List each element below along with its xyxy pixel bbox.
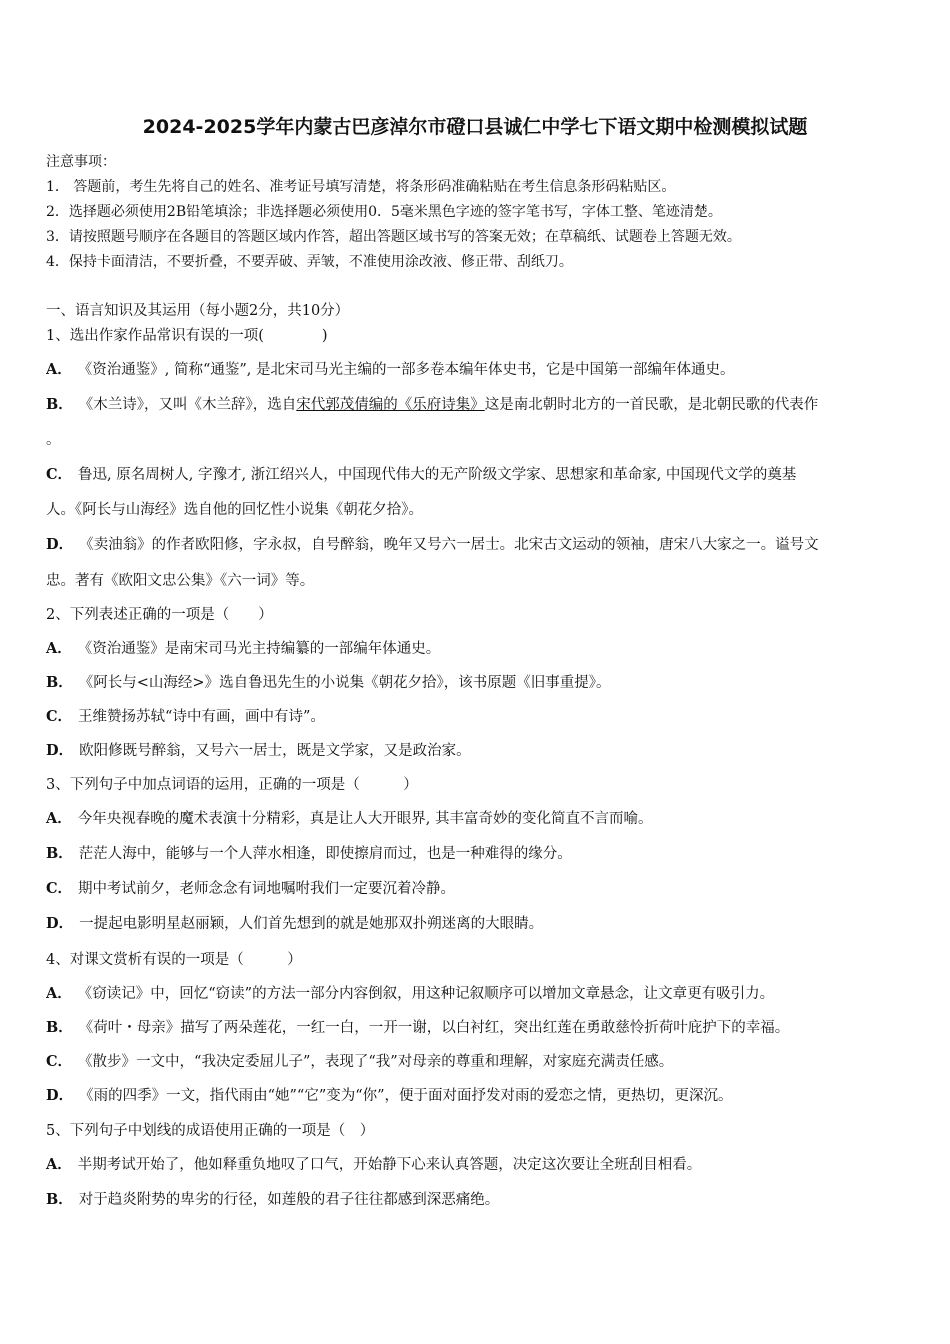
option-text: 《阿长与<山海经>》选自鲁迅先生的小说集《朝花夕拾》，该书原题《旧事重提》。	[78, 675, 611, 691]
q2-option-b	[46, 673, 906, 693]
option-letter: B．	[46, 1019, 73, 1036]
option-letter: C．	[46, 880, 73, 897]
option-text: 期中考试前夕，老师念念有词地嘱咐我们一定要沉着冷静。	[78, 881, 456, 897]
option-letter: D．	[46, 1087, 74, 1104]
option-text-pre: 《木兰诗》，又叫《木兰辞》，选自	[78, 397, 297, 413]
option-letter: C．	[46, 708, 73, 725]
option-text: 王维赞扬苏轼“诗中有画，画中有诗”。	[78, 709, 325, 725]
option-text-post: 这是南北朝时北方的一首民歌，是北朝民歌的代表作	[484, 397, 819, 413]
q2-option-c	[46, 707, 906, 727]
option-text: 《窃读记》中，回忆“窃读”的方法一部分内容倒叙，用这种记叙顺序可以增加文章悬念，让文章更有吸引力。	[77, 986, 775, 1002]
option-letter: D．	[46, 742, 74, 759]
option-text: 今年央视春晚的魔术表演十分精彩，真是让人大开眼界, 其丰富奇妙的变化简直不言而喻。	[77, 811, 653, 827]
q5-option-b	[46, 1190, 906, 1210]
option-text: 对于趋炎附势的卑劣的行径，如莲般的君子往往都感到深恶痛绝。	[78, 1192, 500, 1208]
q1-option-c-cont: 人。《阿长与山海经》选自他的回忆性小说集《朝花夕拾》。	[46, 502, 423, 518]
option-text: 《荷叶・母亲》描写了两朵莲花，一红一白，一开一谢，以白衬红，突出红莲在勇敢慈怜折荷叶庇护下的幸福。	[78, 1020, 790, 1036]
option-letter: B．	[46, 845, 73, 862]
page-title: 2024-2025学年内蒙古巴彦淖尔市磴口县诚仁中学七下语文期中检测模拟试题	[142, 116, 808, 138]
option-text: 《资治通鉴》, 简称“通鉴”, 是北宋司马光主编的一部多卷本编年体史书，它是中国第一部编年体通史。	[77, 362, 735, 378]
question-5-stem: 5、下列句子中划线的成语使用正确的一项是（ ）	[46, 1123, 375, 1139]
q3-option-c	[46, 879, 906, 899]
option-letter: A．	[46, 361, 72, 378]
option-text: 茫茫人海中，能够与一个人萍水相逢，即使擦肩而过，也是一种难得的缘分。	[78, 846, 572, 862]
option-letter: B．	[46, 674, 73, 691]
underlined-source: 宋代郭茂倩编的《乐府诗集》	[296, 397, 485, 413]
option-text: 一提起电影明星赵丽颖，人们首先想到的就是她那双扑朔迷离的大眼睛。	[79, 916, 544, 932]
option-letter: A．	[46, 640, 72, 657]
option-letter: D．	[46, 536, 74, 553]
q3-option-a	[46, 809, 906, 829]
q1-option-a	[46, 360, 906, 380]
option-text: 鲁迅, 原名周树人, 字豫才, 浙江绍兴人，中国现代伟大的无产阶级文学家、思想家和革命家, 中国现代文学的奠基	[78, 467, 797, 483]
notice-heading: 注意事项：	[46, 154, 116, 170]
q1-option-b	[46, 395, 906, 415]
q2-option-a	[46, 639, 906, 659]
option-text: 《资治通鉴》是南宋司马光主持编纂的一部编年体通史。	[77, 641, 441, 657]
q4-option-a	[46, 984, 906, 1004]
notice-item-3: 3．请按照题号顺序在各题目的答题区域内作答，超出答题区域书写的答案无效；在草稿纸、试题卷上答题无效。	[46, 229, 741, 245]
q1-option-b-cont: 。	[46, 432, 61, 448]
q3-option-b	[46, 844, 906, 864]
q1-option-d-cont: 忠。著有《欧阳文忠公集》《六一词》等。	[46, 573, 315, 589]
q4-option-d	[46, 1086, 906, 1106]
option-letter: A．	[46, 985, 72, 1002]
q3-option-d	[46, 914, 906, 934]
notice-item-1: 1． 答题前，考生先将自己的姓名、准考证号填写清楚，将条形码准确粘贴在考生信息条形码粘贴区。	[46, 179, 676, 195]
q1-option-d	[46, 535, 906, 555]
notice-item-4: 4．保持卡面清洁，不要折叠，不要弄破、弄皱，不准使用涂改液、修正带、刮纸刀。	[46, 254, 573, 270]
q5-option-a	[46, 1155, 906, 1175]
option-text: 《雨的四季》一文，指代雨由“她”“它”变为“你”，便于面对面抒发对雨的爱恋之情，更热切，更深沉。	[79, 1088, 733, 1104]
q1-option-c	[46, 465, 906, 485]
option-letter: C．	[46, 466, 73, 483]
option-letter: A．	[46, 1156, 72, 1173]
q2-option-d	[46, 741, 906, 761]
question-4-stem: 4、对课文赏析有误的一项是（ ）	[46, 952, 302, 968]
option-letter: D．	[46, 915, 74, 932]
option-letter: B．	[46, 396, 73, 413]
option-text: 《卖油翁》的作者欧阳修，字永叔，自号醉翁，晚年又号六一居士。北宋古文运动的领袖，唐宋八大家之一。谥号文	[79, 537, 819, 553]
option-text: 欧阳修既号醉翁，又号六一居士，既是文学家，又是政治家。	[79, 743, 471, 759]
option-letter: B．	[46, 1191, 73, 1208]
q4-option-b	[46, 1018, 906, 1038]
option-letter: C．	[46, 1053, 73, 1070]
option-letter: A．	[46, 810, 72, 827]
question-3-stem: 3、下列句子中加点词语的运用，正确的一项是（ ）	[46, 777, 418, 793]
notice-item-2: 2．选择题必须使用2B铅笔填涂；非选择题必须使用0．5毫米黑色字迹的签字笔书写，字体工整、笔迹清楚。	[46, 204, 722, 220]
section-heading: 一、语言知识及其运用（每小题2分，共10分）	[46, 303, 350, 319]
option-text: 《散步》一文中，“我决定委屈儿子”，表现了“我”对母亲的尊重和理解，对家庭充满责任感。	[78, 1054, 674, 1070]
q4-option-c	[46, 1052, 906, 1072]
option-text: 半期考试开始了，他如释重负地叹了口气，开始静下心来认真答题，决定这次要让全班刮目相看。	[77, 1157, 702, 1173]
question-1-stem: 1、选出作家作品常识有误的一项( )	[46, 328, 328, 344]
question-2-stem: 2、下列表述正确的一项是（ ）	[46, 607, 273, 623]
